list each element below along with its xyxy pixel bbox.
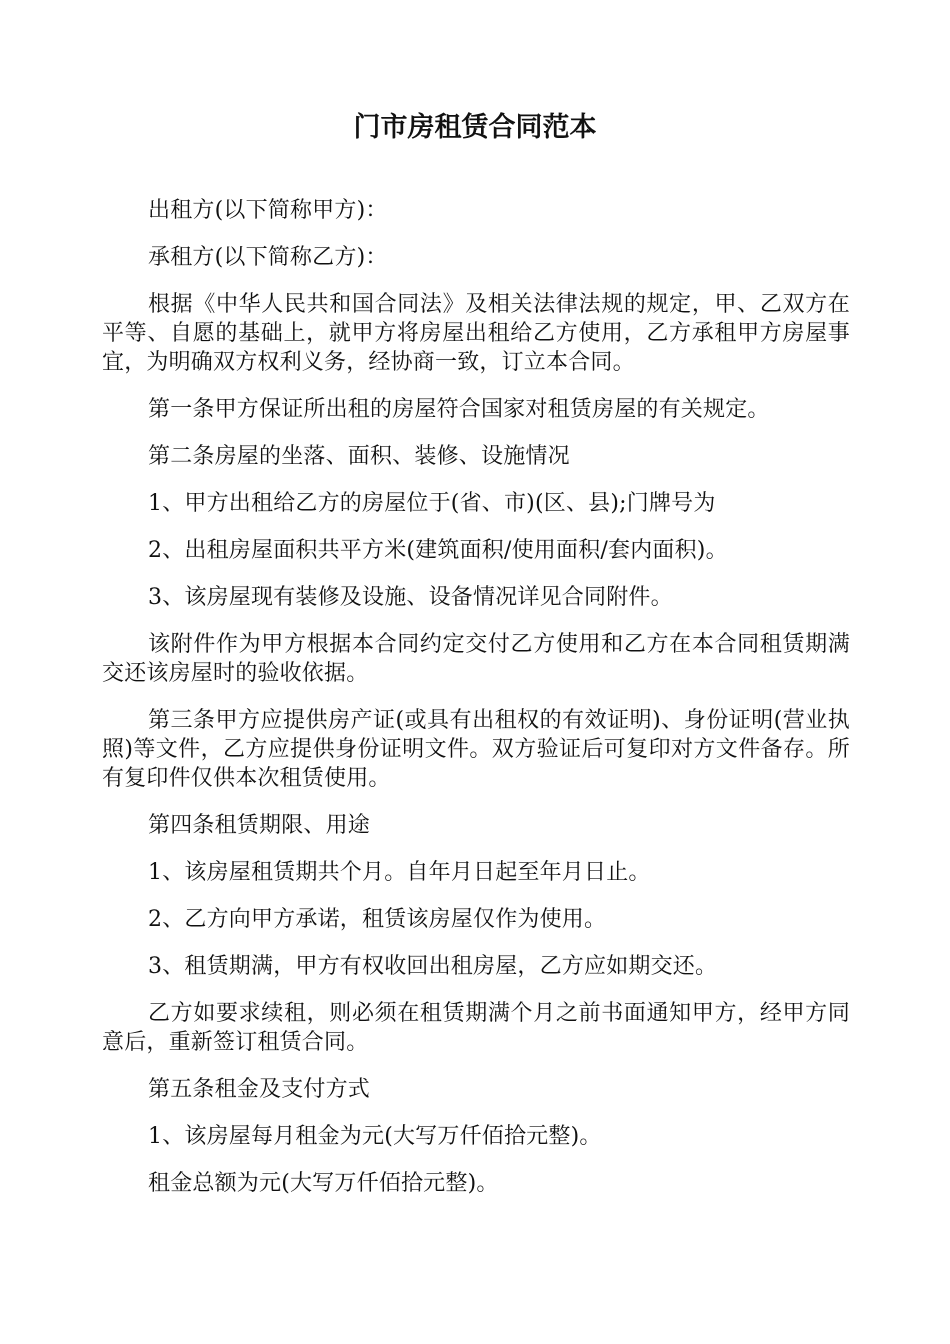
paragraph-attachment-note: 该附件作为甲方根据本合同约定交付乙方使用和乙方在本合同租赁期满交还该房屋时的验收依据。 — [102, 632, 850, 686]
paragraph-article-2-heading: 第二条房屋的坐落、面积、装修、设施情况 — [148, 444, 570, 469]
document-title: 门市房租赁合同范本 — [353, 112, 597, 143]
paragraph-lessee: 承租方(以下简称乙方)： — [148, 245, 388, 270]
paragraph-article-2-item-3: 3、该房屋现有装修及设施、设备情况详见合同附件。 — [148, 585, 673, 610]
document-body — [102, 196, 850, 1216]
paragraph-renewal: 乙方如要求续租，则必须在租赁期满个月之前书面通知甲方，经甲方同意后，重新签订租赁合同。 — [102, 1001, 850, 1055]
paragraph-lessor: 出租方(以下简称甲方)： — [148, 198, 388, 223]
paragraph-article-4-item-3: 3、租赁期满，甲方有权收回出租房屋，乙方应如期交还。 — [148, 954, 718, 979]
paragraph-article-4-heading: 第四条租赁期限、用途 — [148, 813, 371, 838]
paragraph-article-2-item-1: 1、甲方出租给乙方的房屋位于(省、市)(区、县);门牌号为 — [148, 491, 716, 516]
paragraph-article-5-item-1: 1、该房屋每月租金为元(大写万仟佰拾元整)。 — [148, 1124, 602, 1149]
paragraph-article-3: 第三条甲方应提供房产证(或具有出租权的有效证明)、身份证明(营业执照)等文件，乙方应提供身份证明文件。双方验证后可复印对方文件备存。所有复印件仅供本次租赁使用。 — [102, 708, 850, 791]
paragraph-total-rent: 租金总额为元(大写万仟佰拾元整)。 — [148, 1171, 499, 1196]
paragraph-preamble: 根据《中华人民共和国合同法》及相关法律法规的规定，甲、乙双方在平等、自愿的基础上，就甲方将房屋出租给乙方使用，乙方承租甲方房屋事宜，为明确双方权利义务，经协商一致，订立本合同。 — [102, 292, 850, 375]
paragraph-article-1: 第一条甲方保证所出租的房屋符合国家对租赁房屋的有关规定。 — [148, 397, 770, 422]
paragraph-article-4-item-1: 1、该房屋租赁期共个月。自年月日起至年月日止。 — [148, 860, 651, 885]
paragraph-article-5-heading: 第五条租金及支付方式 — [148, 1077, 371, 1102]
paragraph-article-2-item-2: 2、出租房屋面积共平方米(建筑面积/使用面积/套内面积)。 — [148, 538, 728, 563]
paragraph-article-4-item-2: 2、乙方向甲方承诺，租赁该房屋仅作为使用。 — [148, 907, 607, 932]
